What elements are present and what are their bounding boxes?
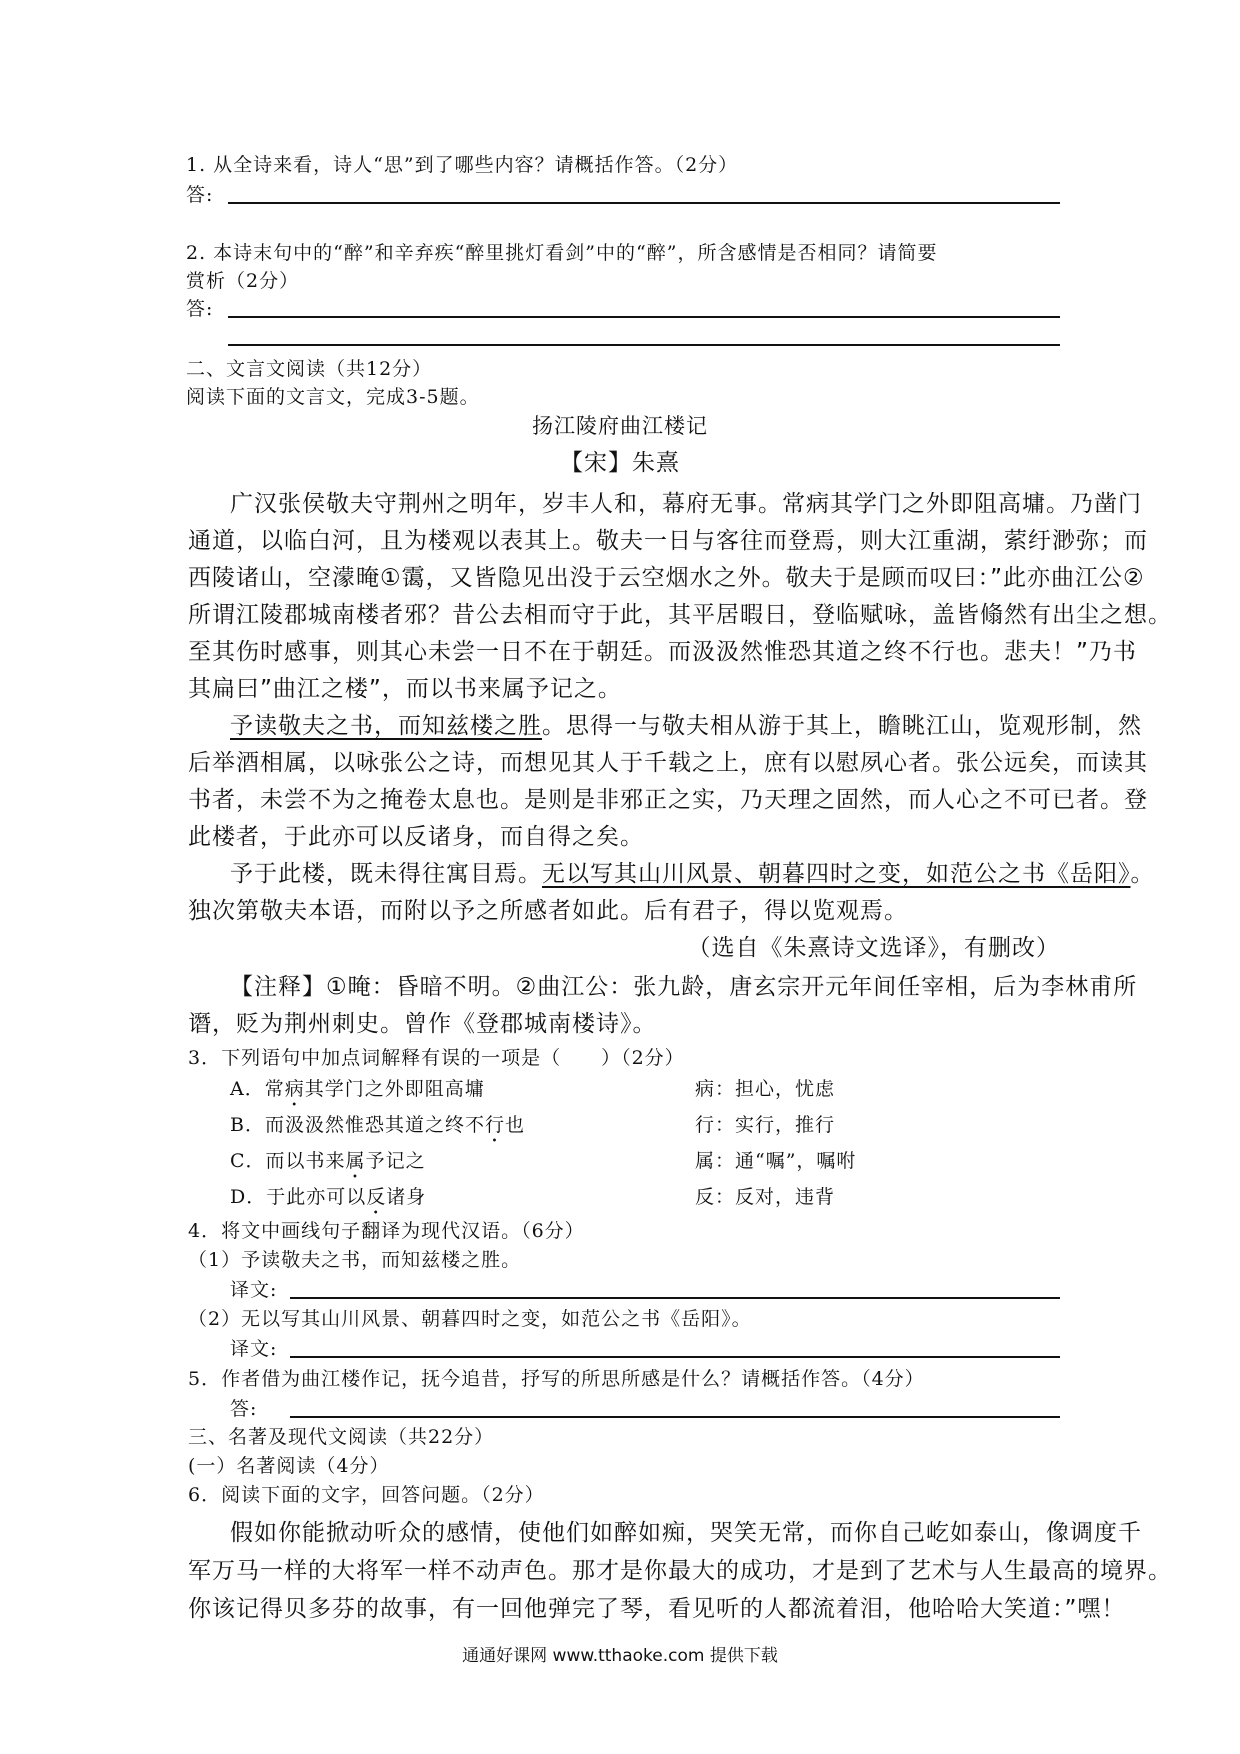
article-line-1: 广汉张侯敬夫守荆州之明年，岁丰人和，幕府无事。常病其学门之外即阻高墉。乃凿门 <box>230 491 1142 517</box>
option-b-explanation: 行：实行，推行 <box>695 1114 836 1136</box>
article-para3-first: 予于此楼，既未得往寓目焉。无以写其山川风景、朝暮四时之变，如范公之书《岳阳》。 <box>230 861 1155 887</box>
reading-line-3: 你该记得贝多芬的故事，有一回他弹完了琴，看见听的人都流着泪，他哈哈大笑道：”嘿！ <box>188 1596 1126 1622</box>
answer-label-5: 答: <box>230 1398 258 1420</box>
underlined-sentence-2: 无以写其山川风景、朝暮四时之变，如范公之书《岳阳》 <box>542 861 1131 887</box>
question-4: 4．将文中画线句子翻译为现代汉语。（6分） <box>188 1220 585 1242</box>
article-line-4: 所谓江陵郡城南楼者邪？昔公去相而守于此，其平居暇日，登临赋咏，盖皆翛然有出尘之想。 <box>188 602 1172 628</box>
question-2-line1: 2. 本诗末句中的“醉”和辛弃疾“醉里挑灯看剑”中的“醉”，所含感情是否相同？请简要 <box>186 242 938 264</box>
option-c-explanation: 属：通“嘱”，嘱咐 <box>695 1150 857 1172</box>
question-4-sentence-1: （1）予读敬夫之书，而知兹楼之胜。 <box>188 1249 522 1271</box>
translation-label-1: 译文: <box>230 1279 278 1301</box>
footer-text: 通通好课网 www.tthaoke.com 提供下载 <box>462 1646 778 1666</box>
section-3-sub: (一）名著阅读（4分） <box>188 1455 390 1477</box>
option-a[interactable]: A．常病其学门之外即阻高墉 <box>230 1078 485 1100</box>
article-title: 扬江陵府曲江楼记 <box>532 414 708 438</box>
question-5: 5．作者借为曲江楼作记，抚今追昔，抒写的所思所感是什么？请概括作答。（4分） <box>188 1368 925 1390</box>
question-4-sentence-2: （2）无以写其山川风景、朝暮四时之变，如范公之书《岳阳》。 <box>188 1308 752 1330</box>
translation-line-2[interactable] <box>290 1356 1060 1358</box>
answer-label-2: 答: <box>186 298 214 320</box>
question-1: 1. 从全诗来看，诗人“思”到了哪些内容？请概括作答。（2分） <box>186 154 739 176</box>
article-line-5: 至其伤时感事，则其心未尝一日不在于朝廷。而汲汲然惟恐其道之终不行也。悲夫！”乃书 <box>188 639 1137 665</box>
section-3-title: 三、名著及现代文阅读（共22分） <box>188 1426 495 1448</box>
section-2-title: 二、文言文阅读（共12分） <box>186 358 433 380</box>
note-line-1: 【注释】①晻：昏暗不明。②曲江公：张九龄，唐玄宗开元年间任宰相，后为李林甫所 <box>230 974 1138 1000</box>
article-para2-line-4: 此楼者，于此亦可以反诸身，而自得之矣。 <box>188 824 644 850</box>
article-para2-line-3: 书者，未尝不为之掩卷太息也。是则是非邪正之实，乃天理之固然，而人心之不可已者。登 <box>188 787 1148 813</box>
option-a-explanation: 病：担心，忧虑 <box>695 1078 836 1100</box>
translation-line-1[interactable] <box>290 1297 1060 1299</box>
translation-label-2: 译文: <box>230 1338 278 1360</box>
article-line-2: 通道，以临白河，且为楼观以表其上。敬夫一日与客往而登焉，则大江重湖，萦纡渺弥；而 <box>188 528 1148 554</box>
question-3: 3．下列语句中加点词解释有误的一项是（ ）（2分） <box>188 1047 685 1069</box>
question-6: 6．阅读下面的文字，回答问题。（2分） <box>188 1484 545 1506</box>
answer-line-1[interactable] <box>228 202 1060 204</box>
underlined-sentence-1: 予读敬夫之书，而知兹楼之胜 <box>230 713 542 739</box>
answer-line-2b[interactable] <box>228 344 1060 346</box>
note-line-2: 谮，贬为荆州刺史。曾作《登郡城南楼诗》。 <box>188 1011 657 1037</box>
option-d-explanation: 反：反对，违背 <box>695 1186 836 1208</box>
reading-line-2: 军万马一样的大将军一样不动声色。那才是你最大的成功，才是到了艺术与人生最高的境界。 <box>188 1558 1172 1584</box>
article-para2-first: 予读敬夫之书，而知兹楼之胜。思得一与敬夫相从游于其上，瞻眺江山，览观形制，然 <box>230 713 1142 739</box>
answer-label-1: 答: <box>186 184 214 206</box>
article-para2-line-2: 后举酒相属，以咏张公之诗，而想见其人于千载之上，庶有以慰夙心者。张公远矣，而读其 <box>188 750 1148 776</box>
article-line-3: 西陵诸山，空濛晻①霭，又皆隐见出没于云空烟水之外。敬夫于是顾而叹曰：”此亦曲江公② <box>188 565 1145 591</box>
option-c[interactable]: C．而以书来属予记之 <box>230 1150 426 1172</box>
section-2-intro: 阅读下面的文言文，完成3-5题。 <box>186 386 480 408</box>
article-source: （选自《朱熹诗文选译》，有删改） <box>687 935 1060 961</box>
answer-line-5[interactable] <box>290 1416 1060 1418</box>
article-line-6: 其扁曰”曲江之楼”，而以书来属予记之。 <box>188 676 622 702</box>
option-d[interactable]: D．于此亦可以反诸身 <box>230 1186 427 1208</box>
reading-line-1: 假如你能掀动听众的感情，使他们如醉如痴，哭笑无常，而你自己屹如泰山，像调度千 <box>230 1520 1142 1546</box>
article-author: 【宋】朱熹 <box>560 450 680 476</box>
answer-line-2a[interactable] <box>228 316 1060 318</box>
article-para3-line-2: 独次第敬夫本语，而附以予之所感者如此。后有君子，得以览观焉。 <box>188 898 908 924</box>
option-b[interactable]: B．而汲汲然惟恐其道之终不行也 <box>230 1114 525 1136</box>
question-2-line2: 赏析（2分） <box>186 270 300 292</box>
